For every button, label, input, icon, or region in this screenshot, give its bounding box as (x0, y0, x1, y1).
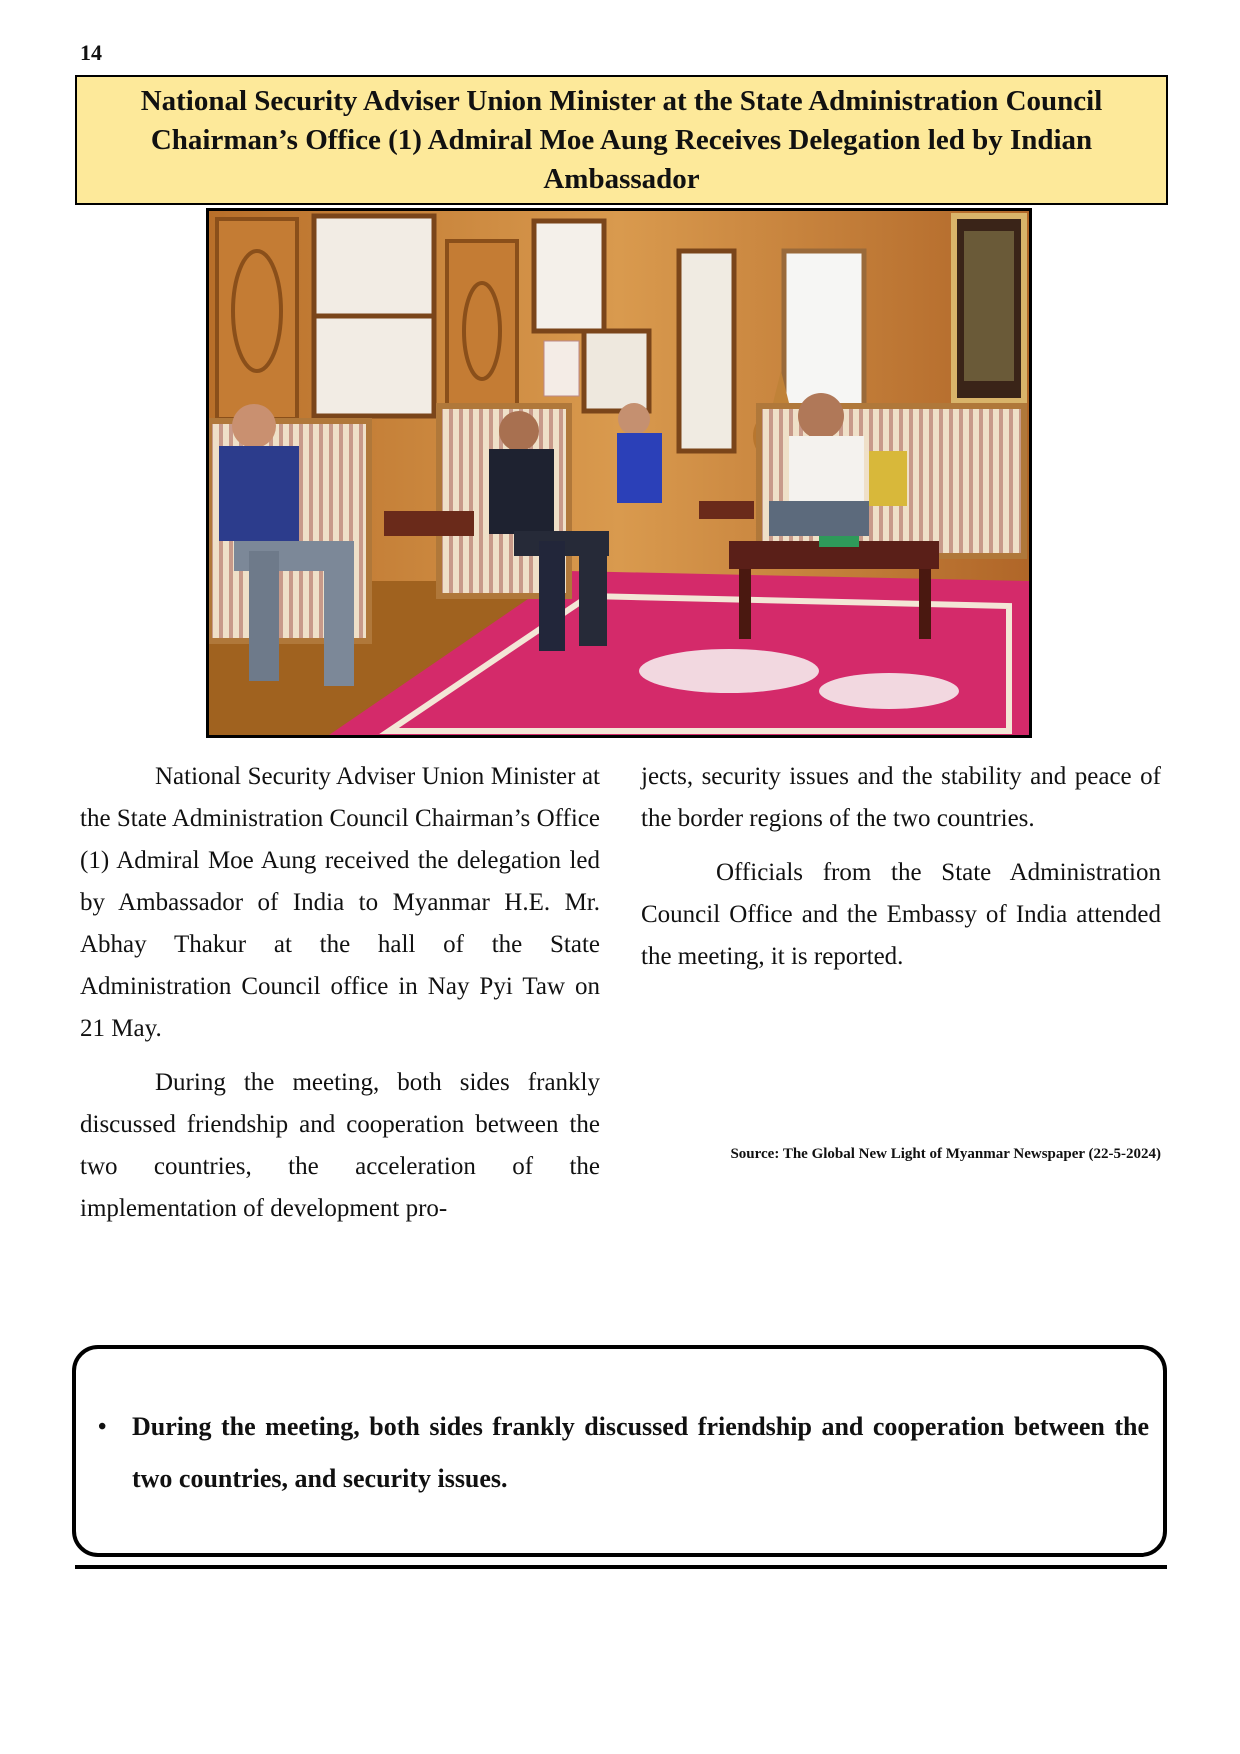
highlight-text: During the meeting, both sides frankly discussed friendship and cooperation between the two countries, and security issues. (132, 1412, 1149, 1493)
article-title: National Security Adviser Union Minister at the State Administration Council Chairman’s Office (1) Admiral Moe Aung Receives Delegation led by Indian Ambassador (140, 84, 1103, 195)
article-paragraph: jects, security issues and the stability and peace of the border regions of the two countries. (641, 763, 1161, 832)
article-left-column (80, 756, 600, 1242)
article-title-box (75, 75, 1168, 205)
meeting-photo (206, 208, 1032, 738)
article-paragraph: During the meeting, both sides frankly discussed friendship and cooperation between the two countries, the acceleration of the implementation of development pro- (80, 1069, 600, 1222)
bullet-icon: • (98, 1414, 107, 1440)
bottom-divider (75, 1565, 1167, 1569)
article-right-column (641, 756, 1161, 990)
article-paragraph: Officials from the State Administration Council Office and the Embassy of India attended the meeting, it is reported. (641, 859, 1161, 970)
source-credit: Source: The Global New Light of Myanmar Newspaper (22-5-2024) (730, 1146, 1161, 1162)
meeting-photo-illustration (209, 211, 1029, 735)
article-paragraph: National Security Adviser Union Minister at the State Administration Council Chairman’s Office (1) Admiral Moe Aung received the delegation led by Ambassador of India to Myanmar H.E. Mr. Abhay Thakur at the hall of the State Administration Council office in Nay Pyi Taw on 21 May. (80, 763, 600, 1042)
highlight-box (72, 1345, 1167, 1557)
page-number: 14 (80, 40, 102, 65)
highlight-item (98, 1401, 1149, 1505)
